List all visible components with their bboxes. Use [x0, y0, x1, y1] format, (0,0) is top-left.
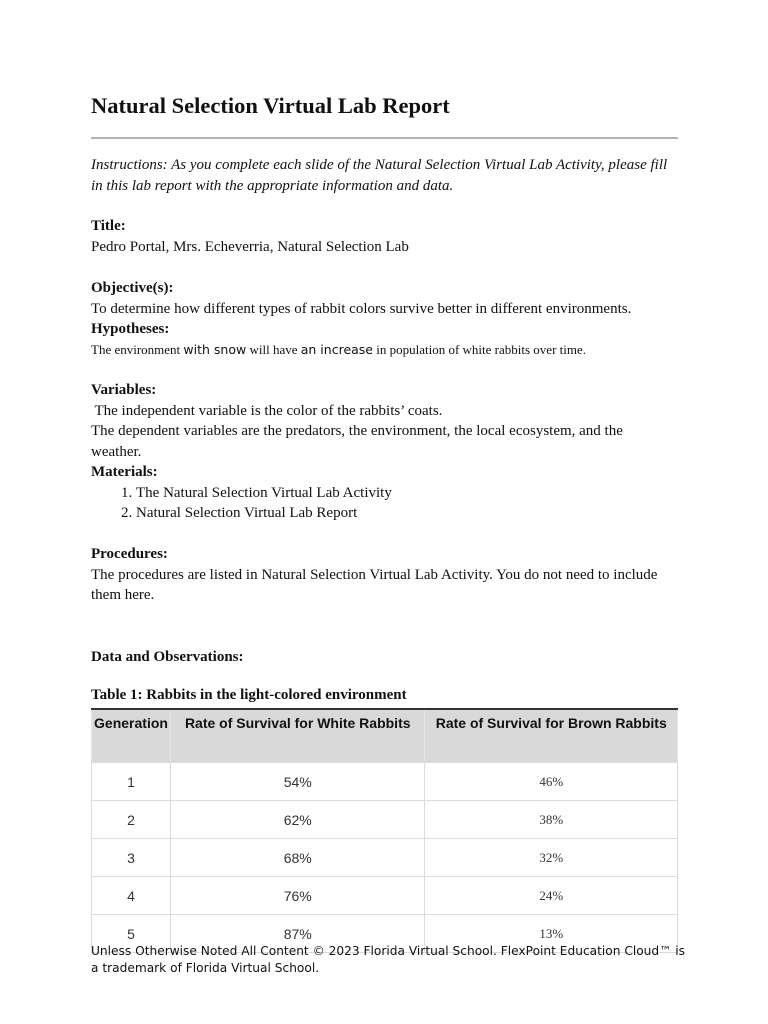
table-cell: 87%	[170, 915, 425, 953]
materials-list	[91, 483, 678, 524]
table-cell: 3	[92, 839, 171, 877]
hypotheses-part: The environment	[91, 341, 184, 357]
procedures-value: The procedures are listed in Natural Selection Virtual Lab Activity. You do not need to include them here.	[91, 566, 658, 603]
instructions-text: Instructions: As you complete each slide of the Natural Selection Virtual Lab Activity, please fill in this lab report with the appropriate information and data.	[91, 157, 668, 194]
table-caption: Table 1: Rabbits in the light-colored environment	[91, 687, 407, 703]
table-cell: 68%	[170, 839, 425, 877]
table-cell: 2	[92, 801, 171, 839]
title-divider	[91, 137, 678, 139]
table-cell: 24%	[425, 877, 678, 915]
data-observations-label: Data and Observations:	[91, 649, 244, 665]
procedures-label: Procedures:	[91, 546, 168, 562]
header-white-rabbits: Rate of Survival for White Rabbits	[170, 709, 425, 763]
variables-dependent: The dependent variables are the predators, the environment, the local ecosystem, and the weather.	[91, 423, 623, 460]
table-row	[92, 839, 678, 877]
page-footer: Unless Otherwise Noted All Content © 2023 Florida Virtual School. FlexPoint Education Cloud™ is a trademark of Florida Virtual School.	[91, 944, 685, 975]
hypotheses-part: an increase	[300, 341, 373, 357]
title-label: Title:	[91, 218, 126, 234]
table-cell: 1	[92, 763, 171, 801]
hypotheses-label: Hypotheses:	[91, 321, 170, 337]
header-generation: Generation	[92, 709, 171, 763]
materials-label: Materials:	[91, 464, 158, 480]
list-item: 2. Natural Selection Virtual Lab Report	[136, 503, 678, 524]
table-cell: 32%	[425, 839, 678, 877]
objective-section	[91, 278, 678, 360]
table-cell: 38%	[425, 801, 678, 839]
list-item: 1. The Natural Selection Virtual Lab Activity	[136, 483, 678, 504]
table-row	[92, 763, 678, 801]
objective-value: To determine how different types of rabbit colors survive better in different environments.	[91, 300, 632, 317]
variables-section	[91, 380, 678, 524]
table-header-row	[92, 709, 678, 763]
objective-label: Objective(s):	[91, 280, 174, 296]
table-cell: 62%	[170, 801, 425, 839]
table-cell: 4	[92, 877, 171, 915]
table-cell: 76%	[170, 877, 425, 915]
title-value: Pedro Portal, Mrs. Echeverria, Natural Selection Lab	[91, 238, 409, 255]
header-brown-rabbits: Rate of Survival for Brown Rabbits	[425, 709, 678, 763]
hypotheses-value	[91, 340, 678, 361]
table-cell: 13%	[425, 915, 678, 953]
table-cell: 54%	[170, 763, 425, 801]
hypotheses-part: with snow	[183, 341, 247, 357]
survival-table	[91, 708, 678, 953]
table-cell: 46%	[425, 763, 678, 801]
hypotheses-part: will have	[246, 341, 301, 357]
page-title: Natural Selection Virtual Lab Report	[91, 93, 450, 118]
table-row	[92, 877, 678, 915]
variables-independent: The independent variable is the color of the rabbits’ coats.	[91, 402, 443, 419]
table-cell: 5	[92, 915, 171, 953]
procedures-section	[91, 544, 678, 606]
hypotheses-part: in population of white rabbits over time.	[373, 341, 587, 357]
title-section	[91, 216, 678, 257]
variables-label: Variables:	[91, 382, 157, 398]
table-row	[92, 801, 678, 839]
